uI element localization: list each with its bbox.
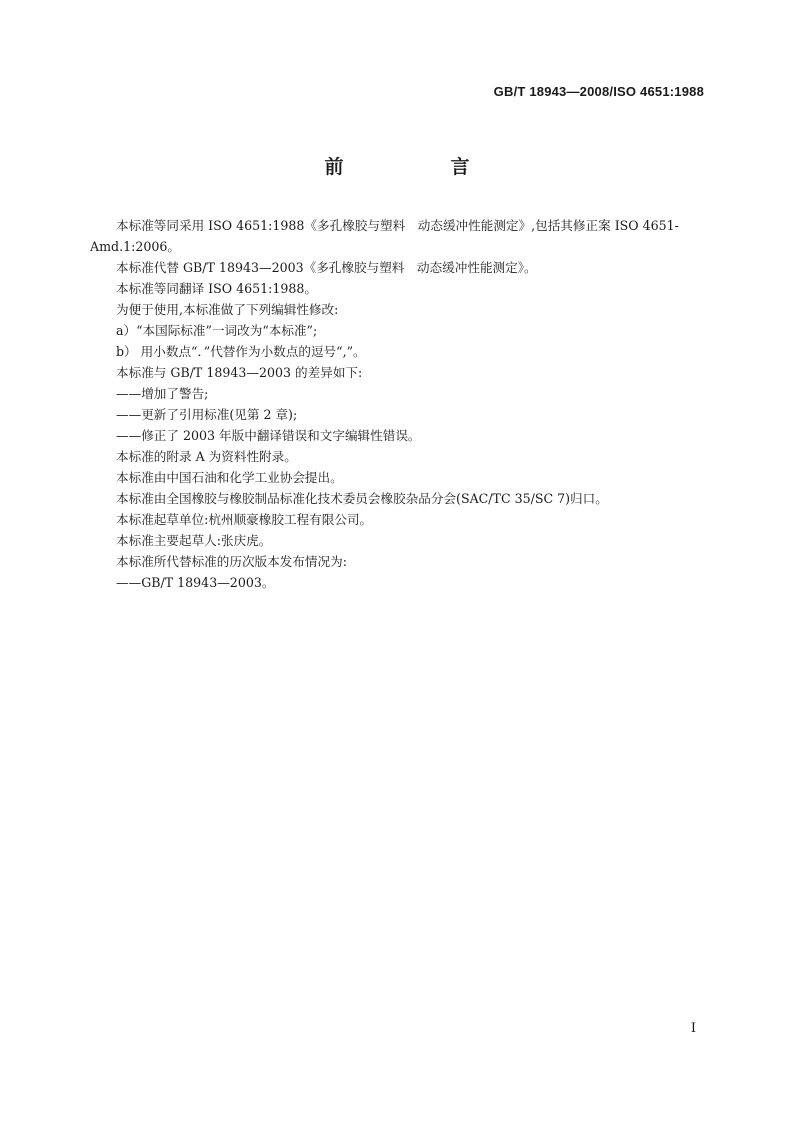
list-item: ——增加了警告; <box>116 386 209 401</box>
list-item: ——GB/T 18943—2003。 <box>116 575 275 590</box>
list-item: b） 用小数点“．”代替作为小数点的逗号“,”。 <box>116 344 366 359</box>
standard-code-header: GB/T 18943—2008/ISO 4651:1988 <box>493 84 704 99</box>
paragraph: 本标准所代替标准的历次版本发布情况为: <box>116 554 347 569</box>
paragraph: 本标准代替 GB/T 18943—2003《多孔橡胶与塑料 动态缓冲性能测定》。 <box>116 260 537 275</box>
paragraph: 本标准主要起草人:张庆虎。 <box>116 533 272 548</box>
paragraph: 本标准等同翻译 ISO 4651:1988。 <box>116 281 318 296</box>
paragraph: 为便于使用,本标准做了下列编辑性修改: <box>116 302 339 317</box>
list-item: a）“本国际标准”一词改为“本标准”; <box>116 323 318 338</box>
list-item: ——更新了引用标准(见第 2 章); <box>116 407 298 422</box>
foreword-body <box>90 215 706 593</box>
paragraph: 本标准等同采用 ISO 4651:1988《多孔橡胶与塑料 动态缓冲性能测定》,包括其修正案 ISO 4651-Amd.1:2006。 <box>90 218 679 254</box>
paragraph: 本标准起草单位:杭州顺豪橡胶工程有限公司。 <box>116 512 373 527</box>
paragraph: 本标准由中国石油和化学工业协会提出。 <box>116 470 343 485</box>
paragraph: 本标准由全国橡胶与橡胶制品标准化技术委员会橡胶杂品分会(SAC/TC 35/SC 7)归口。 <box>116 491 608 506</box>
list-item: ——修正了 2003 年版中翻译错误和文字编辑性错误。 <box>116 428 421 443</box>
paragraph: 本标准与 GB/T 18943—2003 的差异如下: <box>116 365 363 380</box>
paragraph: 本标准的附录 A 为资料性附录。 <box>116 449 297 464</box>
page-title: 前 言 <box>324 156 514 178</box>
page-number: I <box>690 1021 696 1036</box>
